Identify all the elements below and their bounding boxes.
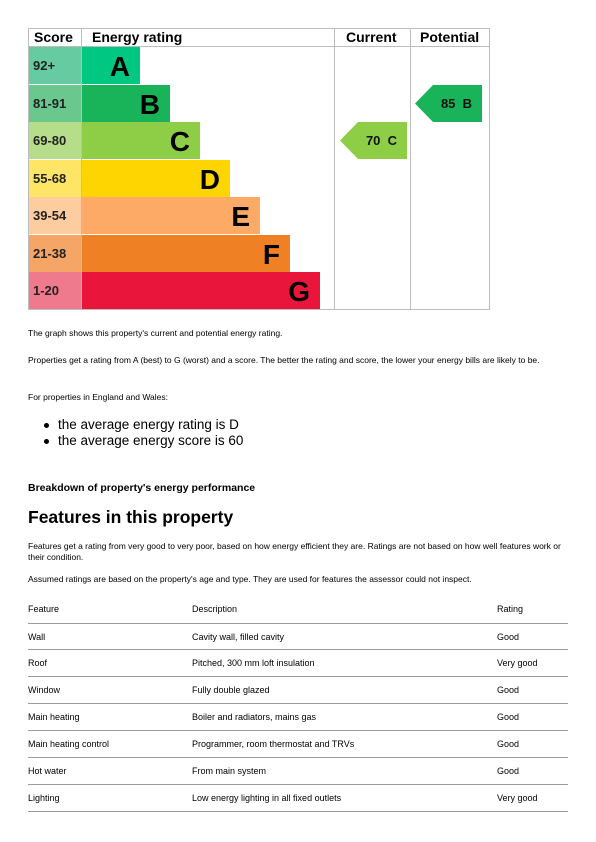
feature-description: Pitched, 300 mm loft insulation (192, 658, 315, 668)
band-score-range: 1-20 (29, 272, 81, 309)
potential-score: 85 (440, 95, 456, 111)
band-letter: A (109, 51, 130, 82)
england-wales-intro: For properties in England and Wales: (28, 392, 169, 402)
assumed-ratings-note: Assumed ratings are based on the property's age and type. They are used for features the assessor could not inspect. (28, 574, 472, 584)
feature-rating: Very good (497, 793, 538, 803)
breakdown-heading: Breakdown of property's energy performance (28, 482, 256, 494)
potential-letter: B (462, 95, 473, 111)
current-column-header: Current (346, 29, 397, 45)
band-bar (82, 160, 230, 197)
band-bar (82, 122, 200, 159)
feature-rating: Good (497, 632, 520, 642)
list-item (28, 417, 568, 433)
feature-name: Main heating (28, 712, 80, 722)
feature-description: Boiler and radiators, mains gas (192, 712, 317, 722)
bullet-icon (44, 423, 49, 428)
feature-description: Low energy lighting in all fixed outlets (192, 793, 342, 803)
band-score-range: 69-80 (29, 122, 81, 159)
average-ratings-list (28, 417, 568, 449)
energy-rating-chart (28, 28, 490, 310)
description-column-header: Description (192, 604, 238, 614)
column-divider (334, 28, 335, 310)
band-letter: C (169, 126, 190, 157)
column-divider (410, 28, 411, 310)
band-letter: G (288, 276, 310, 307)
chart-explanation: The graph shows this property's current and potential energy rating. (28, 328, 283, 338)
rating-explanation: Properties get a rating from A (best) to G (worst) and a score. The better the rating and score, the lower your energy bills are likely to be. (28, 355, 540, 365)
table-header-row (28, 596, 568, 623)
bullet-icon (44, 439, 49, 444)
band-score-range: 81-91 (29, 85, 81, 122)
band-bar (82, 272, 320, 309)
list-item (28, 433, 568, 449)
feature-description: Fully double glazed (192, 685, 270, 695)
band-letter: D (199, 163, 220, 195)
potential-rating-label (431, 85, 482, 122)
features-explanation: Features get a rating from very good to very poor, based on how energy efficient they are. Ratings are not based on how well features work or their condition. (28, 541, 561, 562)
feature-description: From main system (192, 766, 267, 776)
feature-name: Hot water (28, 766, 67, 776)
feature-rating: Very good (497, 658, 538, 668)
features-table (28, 596, 568, 812)
feature-name: Main heating control (28, 739, 110, 749)
band-letter: E (231, 201, 250, 232)
band-score-range: 55-68 (29, 160, 81, 197)
chart-header (28, 28, 490, 47)
table-row (28, 704, 568, 731)
table-row (28, 650, 568, 677)
potential-column-header: Potential (420, 29, 480, 45)
rating-column-header: Rating (497, 604, 524, 614)
band-score-range: 92+ (29, 47, 81, 84)
feature-rating: Good (497, 739, 520, 749)
table-row (28, 758, 568, 785)
feature-rating: Good (497, 685, 520, 695)
band-bar (82, 197, 260, 234)
table-row (28, 623, 568, 650)
average-rating-text: the average energy rating is D (58, 417, 239, 432)
score-column-header: Score (34, 29, 73, 45)
feature-name: Lighting (28, 793, 60, 803)
feature-name: Wall (28, 632, 46, 642)
band-bar (82, 47, 140, 84)
table-row (28, 677, 568, 704)
average-score-text: the average energy score is 60 (58, 433, 244, 448)
feature-column-header: Feature (28, 604, 60, 614)
potential-rating-arrow (415, 85, 482, 122)
current-letter: C (387, 133, 398, 148)
current-rating-arrow (340, 122, 407, 159)
current-rating-label (356, 122, 407, 159)
band-score-range: 21-38 (29, 235, 81, 272)
features-title: Features in this property (28, 507, 234, 527)
table-row (28, 731, 568, 758)
energy-rating-column-header: Energy rating (92, 29, 183, 45)
band-score-range: 39-54 (29, 197, 81, 234)
band-letter: F (262, 238, 280, 270)
band-bar (82, 235, 290, 272)
feature-name: Roof (28, 658, 48, 668)
band-bar (82, 85, 170, 122)
current-score: 70 (365, 133, 381, 148)
feature-description: Programmer, room thermostat and TRVs (192, 739, 355, 749)
table-body (28, 623, 568, 812)
feature-rating: Good (497, 766, 520, 776)
table-row (28, 785, 568, 812)
feature-description: Cavity wall, filled cavity (192, 632, 285, 642)
feature-name: Window (28, 685, 61, 695)
band-letter: B (139, 88, 160, 120)
feature-rating: Good (497, 712, 520, 722)
